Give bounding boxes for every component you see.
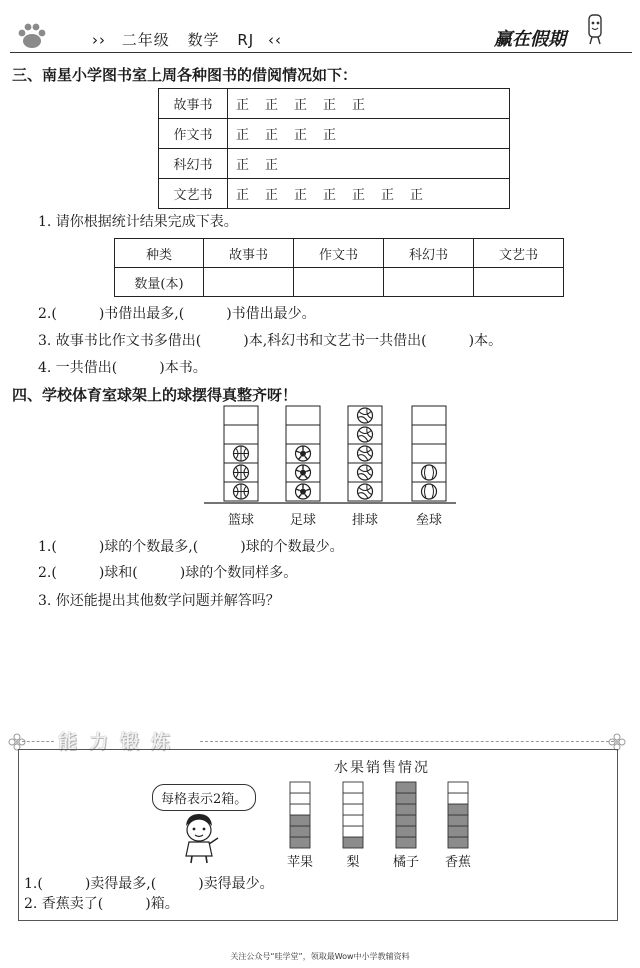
ball-category-label: 足球: [289, 513, 316, 528]
banner-rule-right: [200, 741, 614, 742]
filled-cell: [290, 815, 310, 826]
empty-cell: [343, 826, 363, 837]
banner-rule-left: [22, 741, 54, 742]
rack-cell: [286, 406, 320, 425]
question-4-2: 2.( )球和( )球的个数同样多。: [38, 565, 298, 581]
rack-column: [224, 406, 258, 501]
tally-name: 科幻书: [159, 149, 228, 179]
tally-marks: 正正正正正正正: [228, 179, 510, 209]
empty-cell: [343, 782, 363, 793]
fruit-category-label: 香蕉: [444, 855, 471, 870]
answer-cell[interactable]: [204, 268, 294, 297]
rack-cell: [412, 444, 446, 463]
filled-cell: [396, 826, 416, 837]
empty-cell: [448, 793, 468, 804]
stat-header: 故事书: [204, 239, 294, 268]
filled-cell: [290, 826, 310, 837]
subject-label: 数学: [187, 31, 220, 49]
soccer-ball-icon: [296, 484, 311, 499]
footer-note: 关注公众号“哇学堂”，领取最Wow中小学教辅资料: [230, 952, 410, 961]
rack-column: [286, 406, 320, 501]
stat-table: [114, 238, 564, 297]
fruit-category-labels: [280, 851, 480, 871]
chevron-right-icon: ››: [92, 31, 106, 49]
filled-cell: [290, 837, 310, 848]
rack-cell: [412, 425, 446, 444]
empty-cell: [448, 782, 468, 793]
ball-category-label: 排球: [351, 513, 378, 528]
question-3-4: 4. 一共借出( )本书。: [38, 360, 207, 376]
chevron-left-icon: ‹‹: [268, 31, 283, 49]
ball-category-label: 篮球: [227, 513, 254, 528]
volleyball-icon: [358, 446, 373, 461]
fruit-bar: [290, 782, 310, 848]
question-ability-1: 1.( )卖得最多,( )卖得最少。: [24, 876, 274, 892]
empty-cell: [290, 782, 310, 793]
empty-cell: [343, 804, 363, 815]
volleyball-icon: [358, 484, 373, 499]
filled-cell: [343, 837, 363, 848]
table-row: [115, 268, 564, 297]
tally-name: 故事书: [159, 89, 228, 119]
filled-cell: [448, 804, 468, 815]
ball-category-labels: [200, 509, 460, 529]
section-3-title: 三、南星小学图书室上周各种图书的借阅情况如下：: [12, 66, 358, 84]
paw-icon: [16, 22, 48, 50]
stat-row-label: 数量(本): [115, 268, 204, 297]
tally-marks: 正正正正正: [228, 89, 510, 119]
ball-category-label: 垒球: [415, 513, 442, 528]
edition-label: RJ: [237, 31, 255, 49]
filled-cell: [396, 815, 416, 826]
empty-cell: [343, 793, 363, 804]
answer-cell[interactable]: [384, 268, 474, 297]
rack-cell: [286, 425, 320, 444]
fruit-bar: [448, 782, 468, 848]
tally-name: 作文书: [159, 119, 228, 149]
stat-header: 文艺书: [474, 239, 564, 268]
question-ability-2: 2. 香蕉卖了( )箱。: [24, 896, 179, 912]
basketball-icon: [234, 446, 249, 461]
table-row: [115, 239, 564, 268]
filled-cell: [396, 804, 416, 815]
rack-column: [412, 406, 446, 501]
volleyball-icon: [358, 408, 373, 423]
tally-name: 文艺书: [159, 179, 228, 209]
header-bar: [92, 29, 282, 50]
fruit-category-label: 梨: [346, 855, 360, 870]
filled-cell: [448, 826, 468, 837]
filled-cell: [448, 837, 468, 848]
answer-cell[interactable]: [474, 268, 564, 297]
header-rule: [10, 52, 632, 53]
soccer-ball-icon: [296, 446, 311, 461]
ball-rack-chart: [200, 405, 460, 505]
tally-table: [158, 88, 510, 209]
filled-cell: [396, 793, 416, 804]
stat-header: 科幻书: [384, 239, 474, 268]
fruit-chart-title: 水果销售情况: [334, 760, 430, 776]
fruit-bar: [396, 782, 416, 848]
section-4-title: 四、学校体育室球架上的球摆得真整齐呀！: [12, 386, 298, 404]
baseball-icon: [422, 484, 437, 499]
question-3-1: 1. 请你根据统计结果完成下表。: [38, 214, 238, 230]
question-3-3: 3. 故事书比作文书多借出( )本,科幻书和文艺书一共借出( )本。: [38, 333, 503, 349]
tally-marks: 正正正正: [228, 119, 510, 149]
question-4-1: 1.( )球的个数最多,( )球的个数最少。: [38, 539, 344, 555]
table-row: [159, 119, 510, 149]
rack-cell: [412, 406, 446, 425]
volleyball-icon: [358, 427, 373, 442]
soccer-ball-icon: [296, 465, 311, 480]
table-row: [159, 149, 510, 179]
table-row: [159, 179, 510, 209]
fruit-category-label: 橘子: [392, 855, 419, 870]
filled-cell: [448, 815, 468, 826]
grade-label: 二年级: [121, 31, 170, 49]
table-row: [159, 89, 510, 119]
ability-banner: 能力锻炼: [58, 731, 183, 753]
basketball-icon: [234, 484, 249, 499]
filled-cell: [396, 837, 416, 848]
boy-icon: [174, 812, 224, 864]
volleyball-icon: [358, 465, 373, 480]
empty-cell: [290, 793, 310, 804]
speech-bubble: [152, 784, 256, 811]
answer-cell[interactable]: [294, 268, 384, 297]
rack-cell: [224, 425, 258, 444]
rack-cell: [224, 406, 258, 425]
empty-cell: [290, 804, 310, 815]
stat-header: 作文书: [294, 239, 384, 268]
logo: 赢在假期: [494, 29, 566, 50]
question-4-3: 3. 你还能提出其他数学问题并解答吗？: [38, 593, 280, 609]
question-3-2: 2.( )书借出最多,( )书借出最少。: [38, 306, 316, 322]
stat-header: 种类: [115, 239, 204, 268]
rack-column: [348, 406, 382, 501]
tally-marks: 正正: [228, 149, 510, 179]
speech-bubble-text: 每格表示2箱。: [161, 792, 248, 807]
empty-cell: [343, 815, 363, 826]
baseball-icon: [422, 465, 437, 480]
basketball-icon: [234, 465, 249, 480]
filled-cell: [396, 782, 416, 793]
fruit-category-label: 苹果: [286, 855, 313, 870]
mascot-icon: [584, 12, 606, 46]
fruit-bar-chart: [280, 778, 480, 850]
fruit-bar: [343, 782, 363, 848]
